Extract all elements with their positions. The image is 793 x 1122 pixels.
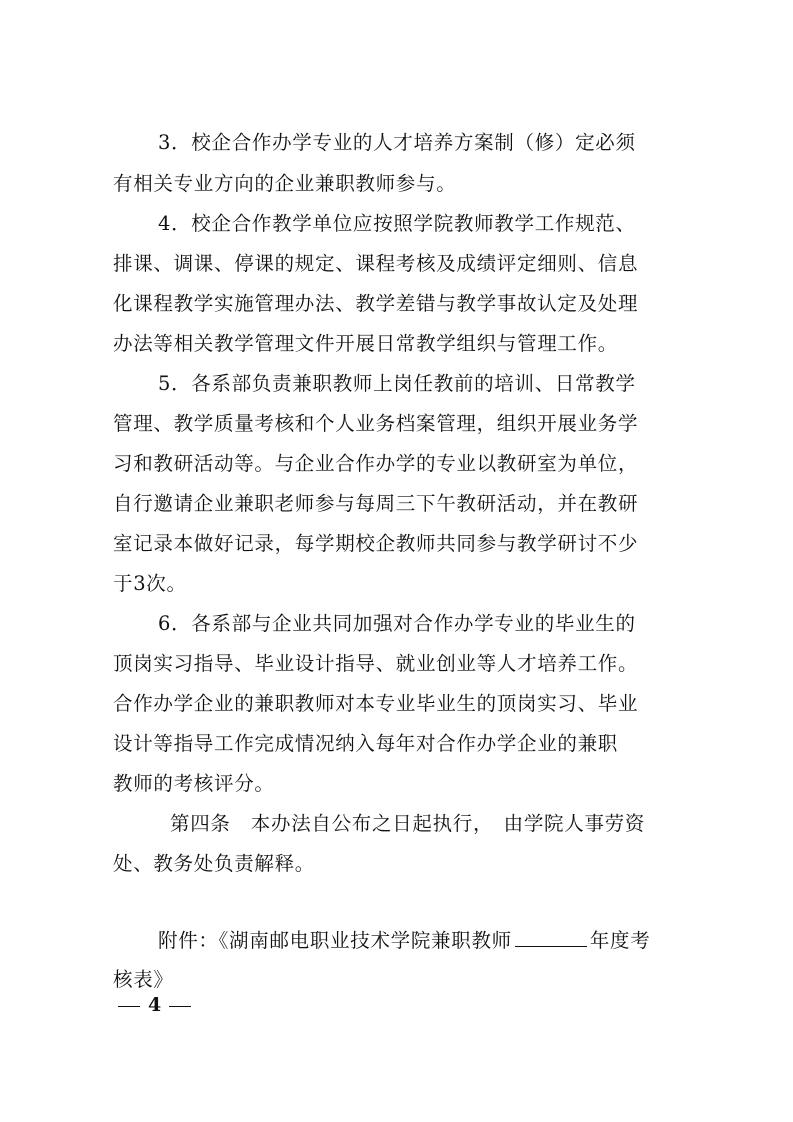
paragraph-line: 5．各系部负责兼职教师上岗任教前的培训、日常教学 <box>158 372 636 395</box>
paragraph-line: 顶岗实习指导、毕业设计指导、就业创业等人才培养工作。 <box>113 652 639 675</box>
paragraph-line: 6．各系部与企业共同加强对合作办学专业的毕业生的 <box>158 612 636 635</box>
dash-right <box>169 1006 191 1007</box>
page-number: 4 <box>148 994 162 1016</box>
article-line: 第四条 本办法自公布之日起执行， 由学院人事劳资 <box>170 812 646 835</box>
paragraph-line: 化课程教学实施管理办法、教学差错与教学事故认定及处理 <box>113 292 639 315</box>
attachment-text: 附件：《湖南邮电职业技术学院兼职教师 <box>158 929 512 952</box>
page-footer <box>118 993 191 1017</box>
dash-left <box>118 1006 140 1007</box>
paragraph-line: 排课、调课、停课的规定、课程考核及成绩评定细则、信息 <box>113 252 639 275</box>
paragraph-line: 管理、教学质量考核和个人业务档案管理，组织开展业务学 <box>113 412 639 435</box>
paragraph-line: 有相关专业方向的企业兼职教师参与。 <box>113 172 457 195</box>
paragraph-line: 设计等指导工作完成情况纳入每年对合作办学企业的兼职 <box>113 732 619 755</box>
paragraph-line: 办法等相关教学管理文件开展日常教学组织与管理工作。 <box>113 332 619 355</box>
paragraph-line: 3．校企合作办学专业的人才培养方案制（修）定必须 <box>158 131 636 154</box>
year-blank <box>515 928 587 947</box>
paragraph-line: 于3次。 <box>113 572 187 595</box>
paragraph-line: 处、教务处负责解释。 <box>113 852 316 875</box>
paragraph-line: 室记录本做好记录，每学期校企教师共同参与教学研讨不少 <box>113 532 639 555</box>
paragraph-line: 合作办学企业的兼职教师对本专业毕业生的顶岗实习、毕业 <box>113 692 639 715</box>
attachment-text-end: 年度考 <box>589 929 651 952</box>
paragraph-line: 教师的考核评分。 <box>113 772 275 795</box>
attachment-line-2: 核表》 <box>113 968 174 991</box>
paragraph-line: 自行邀请企业兼职老师参与每周三下午教研活动，并在教研 <box>113 492 639 515</box>
attachment-line <box>158 928 650 953</box>
paragraph-line: 习和教研活动等。与企业合作办学的专业以教研室为单位， <box>113 452 639 475</box>
paragraph-line: 4．校企合作教学单位应按照学院教师教学工作规范、 <box>158 212 636 235</box>
